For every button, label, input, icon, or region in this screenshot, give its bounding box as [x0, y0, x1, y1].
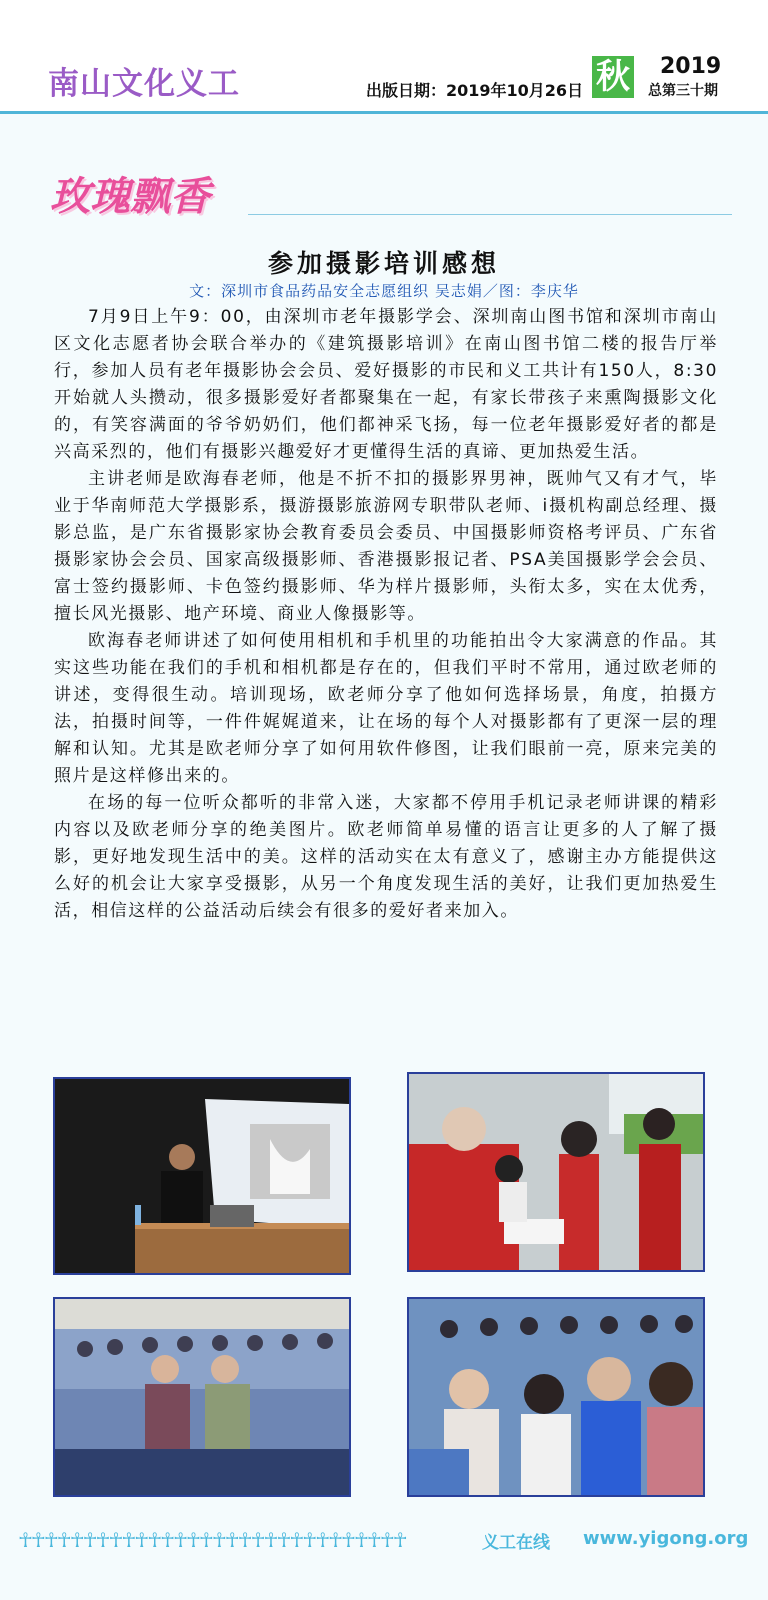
photo-volunteers-image: [409, 1074, 703, 1270]
photo-audience-left: [53, 1297, 351, 1497]
article-byline: 文：深圳市食品药品安全志愿组织 吴志娟／图：李庆华: [189, 282, 579, 300]
section-title: 玫瑰飘香: [50, 173, 210, 220]
photo-lecturer: [53, 1077, 351, 1275]
publication-date: 出版日期：2019年10月26日: [366, 81, 584, 100]
article-body: [54, 304, 718, 925]
photo-audience-right-image: [409, 1299, 703, 1495]
article-title: 参加摄影培训感想: [267, 249, 500, 278]
section-divider: [248, 214, 732, 215]
logo: 南山文化义工: [48, 66, 240, 102]
paragraph-1: 7月9日上午9：00，由深圳市老年摄影学会、深圳南山图书馆和深圳市南山区文化志愿者协会联合举办的《建筑摄影培训》在南山图书馆二楼的报告厅举行，参加人员有老年摄影协会会员、爱好摄影的市民和义工共计有150人，8:30开始就人头攒动，很多摄影爱好者都聚集在一起，有家长带孩子来熏陶摄影文化的，有笑容满面的爷爷奶奶们，他们都神采飞扬，每一位老年摄影爱好者的都是兴高采烈的，他们有摄影兴趣爱好才更懂得生活的真谛、更加热爱生活。: [54, 307, 718, 462]
header-divider: [0, 111, 768, 114]
footer-url-link[interactable]: www.yigong.org: [583, 1528, 749, 1549]
photo-audience-right: [407, 1297, 705, 1497]
masthead: [0, 0, 768, 112]
issue-number: 总第三十期: [648, 83, 718, 99]
photo-audience-left-image: [55, 1299, 349, 1495]
issue-year: 2019: [660, 54, 722, 79]
paragraph-4: 在场的每一位听众都听的非常入迷，大家都不停用手机记录老师讲课的精彩内容以及欧老师分享的绝美图片。欧老师简单易懂的语言让更多的人了解了摄影，更好地发现生活中的美。这样的活动实在太有意义了，感谢主办方能提供这么好的机会让大家享受摄影，从另一个角度发现生活的美好，让我们更加热爱生活，相信这样的公益活动后续会有很多的爱好者来加入。: [54, 793, 718, 921]
photo-volunteers: [407, 1072, 705, 1272]
paragraph-3: 欧海春老师讲述了如何使用相机和手机里的功能拍出令大家满意的作品。其实这些功能在我们的手机和相机都是存在的，但我们平时不常用，通过欧老师的讲述，变得很生动。培训现场，欧老师分享了他如何选择场景，角度，拍摄方法，拍摄时间等，一件件娓娓道来，让在场的每个人对摄影都有了更深一层的理解和认知。尤其是欧老师分享了如何用软件修图，让我们眼前一亮，原来完美的照片是这样修出来的。: [54, 631, 718, 786]
season-badge: 秋: [592, 56, 634, 98]
paragraph-2: 主讲老师是欧海春老师，他是不折不扣的摄影界男神，既帅气又有才气，毕业于华南师范大学摄影系，摄游摄影旅游网专职带队老师、i摄机构副总经理、摄影总监，是广东省摄影家协会教育委员会委员、中国摄影师资格考评员、广东省摄影家协会会员、国家高级摄影师、香港摄影报记者、PSA美国摄影学会会员、富士签约摄影师、卡色签约摄影师、华为样片摄影师，头衔太多，实在太优秀，擅长风光摄影、地产环境、商业人像摄影等。: [54, 469, 718, 624]
photo-lecturer-image: [55, 1079, 349, 1273]
footer-online-label: 义工在线: [482, 1533, 550, 1553]
footer-people-icons: ☥☥☥☥☥☥☥☥☥☥☥☥☥☥☥☥☥☥☥☥☥☥☥☥☥☥☥☥☥☥: [18, 1528, 406, 1552]
